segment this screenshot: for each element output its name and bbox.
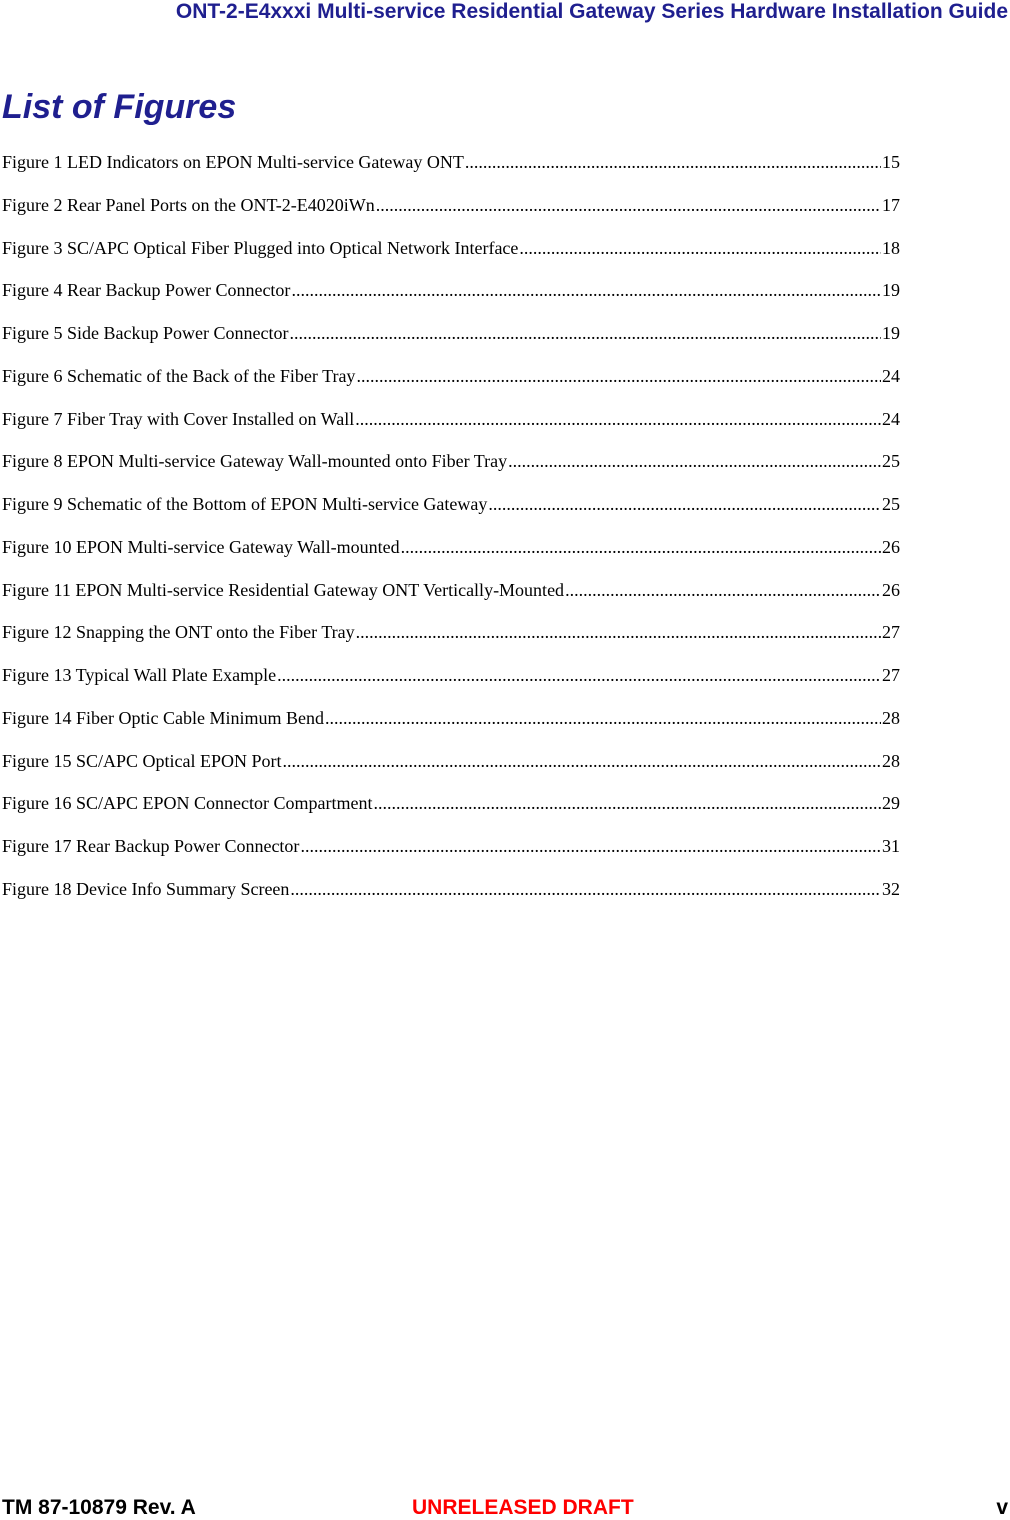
toc-entry-page-number: 26 [882, 579, 900, 600]
dot-leader [325, 706, 881, 730]
page-title: List of Figures [2, 88, 237, 126]
toc-entry[interactable] [2, 663, 900, 706]
dot-leader [488, 492, 881, 516]
toc-entry-page-number: 28 [882, 750, 900, 771]
dot-leader [356, 620, 881, 644]
toc-entry[interactable] [2, 449, 900, 492]
toc-entry[interactable] [2, 791, 900, 834]
document-number: TM 87-10879 Rev. A [2, 1496, 196, 1519]
toc-entry[interactable] [2, 834, 900, 877]
toc-entry-page-number: 28 [882, 707, 900, 728]
dot-leader [376, 193, 881, 217]
toc-entry-label: Figure 10 EPON Multi-service Gateway Wall-mounted [2, 536, 400, 557]
toc-entry-label: Figure 15 SC/APC Optical EPON Port [2, 750, 282, 771]
toc-entry-page-number: 25 [882, 451, 900, 472]
draft-status: UNRELEASED DRAFT [412, 1496, 634, 1519]
toc-entry[interactable] [2, 364, 900, 407]
toc-entry-label: Figure 4 Rear Backup Power Connector [2, 280, 291, 301]
toc-entry-label: Figure 8 EPON Multi-service Gateway Wall-mounted onto Fiber Tray [2, 451, 508, 472]
toc-entry[interactable] [2, 407, 900, 450]
toc-entry[interactable] [2, 278, 900, 321]
toc-entry[interactable] [2, 877, 900, 920]
page-number: v [996, 1496, 1008, 1519]
dot-leader [565, 578, 881, 602]
toc-entry-page-number: 31 [882, 836, 900, 856]
toc-entry[interactable] [2, 535, 900, 578]
toc-entry[interactable] [2, 706, 900, 749]
toc-entry-label: Figure 16 SC/APC EPON Connector Compartment [2, 793, 373, 814]
toc-entry-page-number: 18 [882, 237, 900, 258]
toc-entry-page-number: 27 [882, 622, 900, 643]
dot-leader [465, 150, 881, 174]
toc-entry-label: Figure 6 Schematic of the Back of the Fiber Tray [2, 365, 356, 386]
toc-entry-label: Figure 1 LED Indicators on EPON Multi-service Gateway ONT [2, 152, 464, 172]
toc-entry-page-number: 15 [882, 152, 900, 172]
dot-leader [283, 749, 881, 773]
toc-entry-label: Figure 12 Snapping the ONT onto the Fiber Tray [2, 622, 355, 643]
toc-entry-page-number: 24 [882, 365, 900, 386]
toc-entry-label: Figure 11 EPON Multi-service Residential Gateway ONT Vertically-Mounted [2, 579, 565, 600]
toc-entry-page-number: 19 [882, 280, 900, 301]
toc-entry[interactable] [2, 578, 900, 621]
dot-leader [519, 236, 881, 260]
toc-entry-page-number: 17 [882, 194, 900, 215]
dot-leader [401, 535, 881, 559]
toc-entry[interactable] [2, 150, 900, 193]
page-footer [2, 1496, 1008, 1520]
toc-entry-label: Figure 7 Fiber Tray with Cover Installed on Wall [2, 408, 355, 429]
toc-entry-label: Figure 5 Side Backup Power Connector [2, 323, 289, 343]
dot-leader [290, 877, 881, 901]
dot-leader [374, 791, 882, 815]
dot-leader [291, 278, 881, 302]
toc-entry-label: Figure 9 Schematic of the Bottom of EPON Multi-service Gateway [2, 494, 488, 514]
figure-list [2, 150, 900, 920]
toc-entry-label: Figure 2 Rear Panel Ports on the ONT-2-E4020iWn [2, 194, 375, 215]
running-header: ONT-2-E4xxxi Multi-service Residential Gateway Series Hardware Installation Guide [175, 0, 1008, 23]
toc-entry-page-number: 27 [882, 665, 900, 685]
toc-entry-label: Figure 14 Fiber Optic Cable Minimum Bend [2, 707, 324, 728]
toc-entry-page-number: 19 [882, 323, 900, 343]
dot-leader [508, 449, 881, 473]
dot-leader [300, 834, 881, 858]
toc-entry-page-number: 24 [882, 408, 900, 429]
dot-leader [277, 663, 881, 687]
toc-entry[interactable] [2, 620, 900, 663]
toc-entry-label: Figure 18 Device Info Summary Screen [2, 878, 290, 899]
toc-entry-page-number: 32 [882, 878, 900, 899]
toc-entry-label: Figure 3 SC/APC Optical Fiber Plugged into Optical Network Interface [2, 237, 519, 258]
toc-entry-page-number: 26 [882, 536, 900, 557]
toc-entry[interactable] [2, 749, 900, 792]
toc-entry-page-number: 29 [882, 793, 900, 814]
dot-leader [355, 407, 881, 431]
toc-entry[interactable] [2, 321, 900, 364]
toc-entry-label: Figure 17 Rear Backup Power Connector [2, 836, 300, 856]
toc-entry-label: Figure 13 Typical Wall Plate Example [2, 665, 277, 685]
toc-entry-page-number: 25 [882, 494, 900, 514]
toc-entry[interactable] [2, 236, 900, 279]
toc-entry[interactable] [2, 492, 900, 535]
dot-leader [289, 321, 881, 345]
dot-leader [356, 364, 881, 388]
toc-entry[interactable] [2, 193, 900, 236]
